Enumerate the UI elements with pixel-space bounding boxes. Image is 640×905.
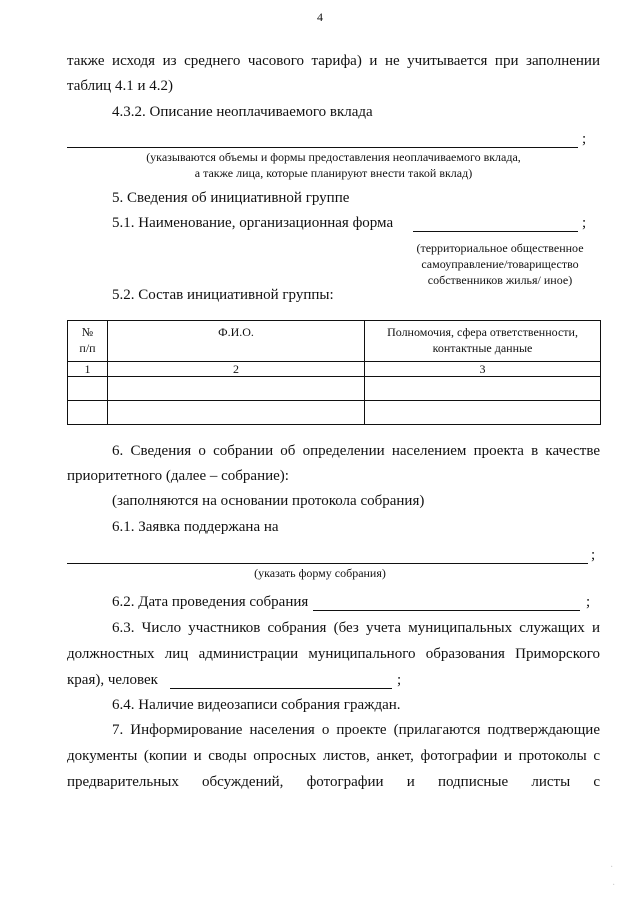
organization-form-hint-2: самоуправление/товарищество	[421, 257, 579, 271]
section-6-line-2: приоритетного (далее – собрание):	[67, 468, 289, 484]
section-6-2-label: 6.2. Дата проведения собрания	[112, 594, 309, 610]
field-terminator: ;	[582, 215, 587, 231]
field-terminator: ;	[586, 594, 591, 610]
initiative-group-table	[67, 320, 601, 425]
intro-line-2: таблиц 4.1 и 4.2)	[67, 78, 173, 94]
col-number-index: 1	[68, 362, 108, 377]
intro-line-1: также исходя из среднего часового тарифа) и не учитывается при заполнении	[67, 53, 600, 69]
scan-speck: ·	[610, 862, 614, 873]
col-fio-header	[108, 321, 365, 362]
col-number-header-line-2: п/п	[79, 341, 96, 355]
scan-speck: ·	[612, 880, 616, 891]
section-7-line-3: предварительных обсуждений, фотографии и подписные листы с	[67, 774, 600, 790]
table-cell[interactable]	[108, 401, 365, 425]
section-6-4-label: 6.4. Наличие видеозаписи собрания граждан.	[112, 697, 401, 713]
section-5-1-label: 5.1. Наименование, организационная форма	[112, 215, 394, 231]
unpaid-contribution-hint-2: а также лица, которые планируют внести такой вклад)	[194, 166, 473, 180]
col-authority-header-line-1: Полномочия, сфера ответственности,	[387, 325, 578, 339]
unpaid-contribution-field[interactable]	[67, 147, 578, 148]
meeting-date-field[interactable]	[313, 610, 580, 611]
section-7-line-2: документы (копии и своды опросных листов, анкет, фотографии и протоколы с	[67, 748, 600, 764]
section-6-1-label: 6.1. Заявка поддержана на	[112, 519, 279, 535]
col-number-header	[68, 321, 108, 362]
table-numbering-row	[68, 362, 601, 377]
col-authority-header	[365, 321, 601, 362]
table-cell[interactable]	[365, 377, 601, 401]
participants-count-field[interactable]	[170, 688, 392, 689]
table-cell[interactable]	[68, 377, 108, 401]
section-6-line-1: 6. Сведения о собрании об определении населением проекта в качестве	[112, 443, 600, 459]
table-header-row	[68, 321, 601, 362]
col-number-header-line-1: №	[81, 325, 94, 339]
field-terminator: ;	[591, 547, 596, 563]
section-6-3-line-2: должностных лиц администрации муниципального образования Приморского	[67, 646, 600, 662]
table-row	[68, 377, 601, 401]
section-5-2-heading: 5.2. Состав инициативной группы:	[112, 287, 334, 303]
table-row	[68, 401, 601, 425]
field-terminator: ;	[582, 131, 587, 147]
meeting-form-hint: (указать форму собрания)	[254, 566, 386, 580]
section-4-3-2-heading: 4.3.2. Описание неоплачиваемого вклада	[112, 104, 373, 120]
field-terminator: ;	[397, 672, 402, 688]
section-5-heading: 5. Сведения об инициативной группе	[112, 190, 350, 206]
table-cell[interactable]	[365, 401, 601, 425]
meeting-form-field[interactable]	[67, 563, 588, 564]
section-6-3-line-3: края), человек	[67, 672, 158, 688]
section-6-3-line-1: 6.3. Число участников собрания (без учета муниципальных служащих и	[112, 620, 600, 636]
organization-form-hint-1: (территориальное общественное	[416, 241, 584, 255]
organization-name-field[interactable]	[413, 231, 578, 232]
page-number: 4	[317, 10, 323, 24]
col-fio-header-text: Ф.И.О.	[218, 325, 254, 339]
col-authority-header-line-2: контактные данные	[432, 341, 533, 355]
table-cell[interactable]	[108, 377, 365, 401]
col-fio-index: 2	[108, 362, 365, 377]
col-authority-index: 3	[365, 362, 601, 377]
section-7-line-1: 7. Информирование населения о проекте (прилагаются подтверждающие	[112, 722, 600, 738]
unpaid-contribution-hint-1: (указываются объемы и формы предоставления неоплачиваемого вклада,	[146, 150, 521, 164]
table-cell[interactable]	[68, 401, 108, 425]
organization-form-hint-3: собственников жилья/ иное)	[427, 273, 573, 287]
section-6-note: (заполняются на основании протокола собрания)	[112, 493, 425, 509]
